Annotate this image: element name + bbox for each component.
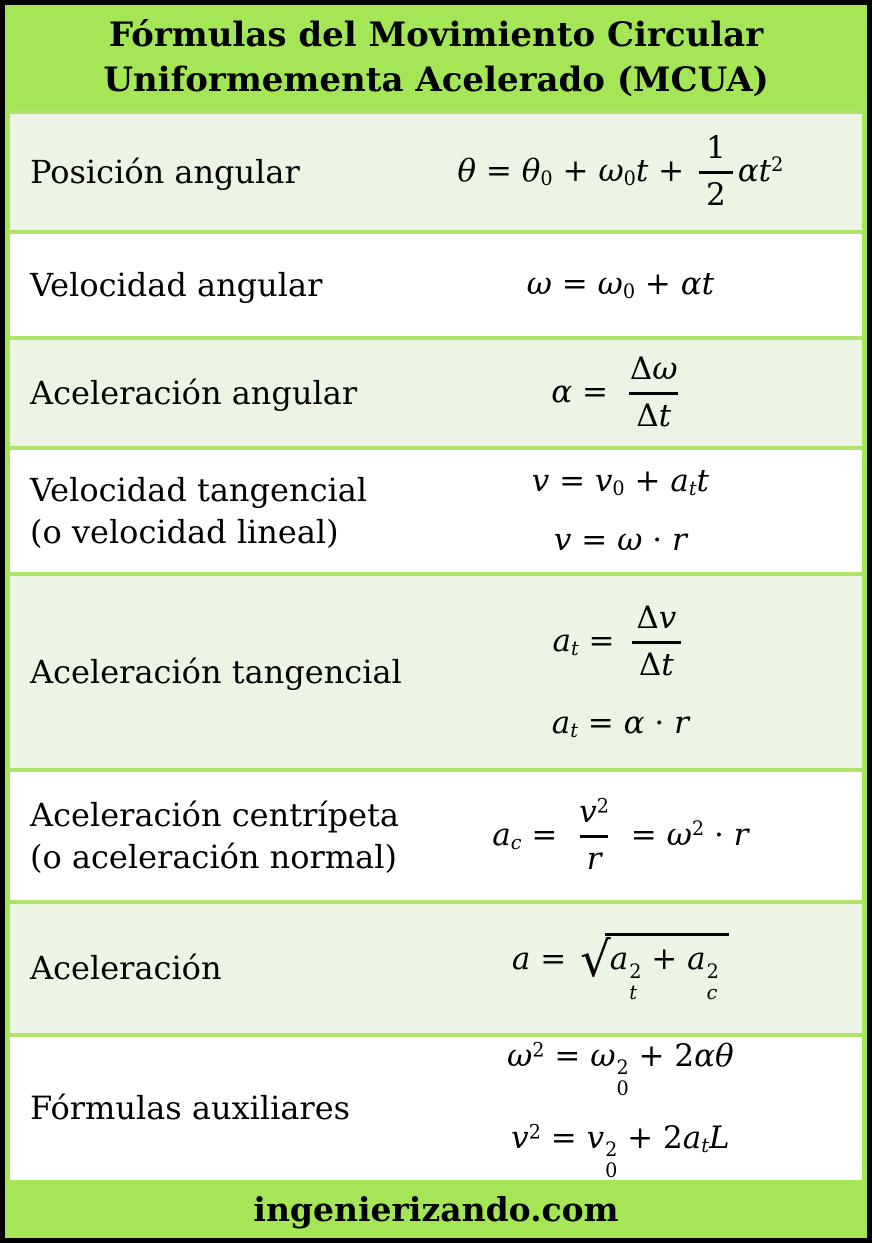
table-row <box>10 110 862 230</box>
math-text: r <box>586 840 602 877</box>
math-text: 2 <box>705 176 726 213</box>
math-text: ω <box>617 522 643 559</box>
row-label: Aceleración angular <box>30 373 358 412</box>
title-line-1: Fórmulas del Movimiento Circular <box>108 14 764 55</box>
math-text: θ <box>521 152 541 189</box>
math-text: r <box>671 522 687 559</box>
math-text: t <box>658 397 672 434</box>
math-text: v <box>579 793 597 830</box>
table-row <box>10 446 862 572</box>
row-label: Aceleración <box>30 949 222 988</box>
table-row <box>10 900 862 1033</box>
math-text: Δ <box>629 350 653 387</box>
math-text: a <box>609 941 629 977</box>
math-text: v <box>594 463 613 500</box>
row-formulas <box>413 794 862 879</box>
formula-line <box>492 794 748 879</box>
row-formulas <box>413 600 862 744</box>
math-text: = <box>578 622 625 659</box>
radicand <box>605 933 729 1004</box>
row-formulas <box>413 1036 862 1180</box>
row-label-group <box>30 264 413 306</box>
title-line-2: Uniformementa Acelerado (MCUA) <box>103 59 769 100</box>
math-text: = <box>577 704 624 741</box>
row-label: Aceleración tangencial <box>30 652 402 691</box>
fraction-denominator <box>580 835 609 879</box>
math-text: a <box>682 1119 702 1156</box>
formula-line <box>552 703 689 744</box>
math-text: Δ <box>638 646 662 683</box>
formula-line <box>552 600 688 685</box>
math-sub: c <box>510 830 522 854</box>
math-sup: 2 <box>532 1037 545 1061</box>
math-fraction <box>623 351 685 436</box>
formula-line <box>532 461 709 502</box>
math-text: = <box>549 463 595 500</box>
math-text: α <box>551 373 573 410</box>
math-sub: t <box>629 980 637 1004</box>
math-text: + <box>552 152 599 189</box>
math-fraction <box>572 794 616 879</box>
row-label: Velocidad angular <box>30 265 323 304</box>
math-square-root <box>580 933 729 1004</box>
math-text: a <box>551 704 571 741</box>
math-text: αt <box>680 266 715 303</box>
math-supsub <box>629 959 642 1004</box>
math-text: = <box>571 522 618 559</box>
math-sub: c <box>706 980 718 1004</box>
table-row <box>10 572 862 768</box>
math-text: Δ <box>636 397 659 434</box>
row-label: Aceleración centrípeta <box>30 795 399 834</box>
math-text: a <box>492 816 511 853</box>
math-text: r <box>674 704 689 741</box>
math-sub: 0 <box>605 1159 618 1180</box>
fraction-numerator <box>623 351 685 392</box>
formula-line <box>554 520 687 560</box>
math-text: α <box>623 704 645 741</box>
math-sup: 2 <box>706 959 719 983</box>
math-text: = <box>540 1119 587 1156</box>
math-text: t <box>635 152 649 189</box>
math-sub: 0 <box>623 166 636 190</box>
row-label-group <box>30 1087 413 1129</box>
table-row <box>10 1033 862 1180</box>
math-text: = <box>530 941 577 977</box>
math-text: ω <box>526 266 552 303</box>
math-text: v <box>511 1119 529 1156</box>
math-text: = <box>544 1037 591 1074</box>
math-text: = <box>620 816 667 853</box>
math-text: + <box>624 463 671 500</box>
math-text: = <box>572 373 618 410</box>
math-sub: t <box>570 637 579 661</box>
row-formulas <box>413 130 862 215</box>
row-formulas <box>413 461 862 561</box>
math-text: αt <box>737 152 772 189</box>
math-sub: t <box>701 1133 709 1157</box>
math-text: v <box>553 522 572 559</box>
row-sublabel: (o velocidad lineal) <box>30 513 339 551</box>
math-text: v <box>531 463 550 500</box>
math-text: = <box>551 266 598 303</box>
formula-line <box>507 1036 734 1100</box>
site-name: ingenierizando.com <box>253 1189 619 1229</box>
math-supsub <box>706 959 719 1004</box>
math-text: ω <box>666 816 692 853</box>
math-text: + <box>617 1119 664 1156</box>
math-text: v <box>658 600 677 637</box>
math-text: 2 <box>663 1119 683 1156</box>
formula-line <box>551 351 689 436</box>
formula-line <box>511 1118 729 1181</box>
math-text: · <box>644 704 675 741</box>
row-formulas <box>413 933 862 1004</box>
row-label-group <box>30 947 413 989</box>
math-text: L <box>708 1119 730 1156</box>
row-label-group <box>30 651 413 693</box>
math-text: ω <box>590 1037 616 1074</box>
formula-line <box>457 130 783 215</box>
math-sub: 0 <box>622 280 636 304</box>
math-text: ω <box>652 350 678 387</box>
math-text: · <box>704 816 734 853</box>
math-text: + <box>641 941 688 977</box>
math-sub: t <box>570 718 578 742</box>
math-text: a <box>670 463 689 500</box>
fraction-denominator <box>632 641 681 685</box>
math-text: a <box>552 622 571 659</box>
math-supsub <box>605 1140 617 1180</box>
math-sub: 0 <box>540 166 553 190</box>
math-text: t <box>661 646 674 683</box>
row-label-group <box>30 469 413 553</box>
math-text: · <box>642 522 672 559</box>
math-sub: t <box>688 477 697 501</box>
table-row <box>10 768 862 900</box>
math-text: Δ <box>636 600 659 637</box>
fraction-numerator <box>629 600 683 641</box>
math-text: = <box>476 152 522 189</box>
math-sup: 2 <box>691 816 705 840</box>
math-text: 1 <box>705 129 726 166</box>
row-formulas <box>413 351 862 436</box>
math-text: αθ <box>694 1037 734 1074</box>
math-text: r <box>733 816 749 853</box>
math-sup: 2 <box>528 1119 541 1143</box>
row-label-group <box>30 372 413 414</box>
row-label: Posición angular <box>30 152 300 191</box>
math-sup: 2 <box>771 152 784 176</box>
fraction-denominator <box>629 392 678 436</box>
math-text: = <box>521 816 568 853</box>
math-text: ω <box>597 266 623 303</box>
formula-rows <box>5 110 867 1180</box>
math-supsub <box>616 1058 628 1099</box>
table-row <box>10 230 862 336</box>
radical-sign: √ <box>580 931 611 988</box>
math-sup: 2 <box>629 959 642 983</box>
math-text: θ <box>457 152 477 189</box>
fraction-denominator <box>699 171 733 215</box>
math-sup: 2 <box>596 794 609 818</box>
row-formulas <box>413 264 862 305</box>
math-fraction <box>629 600 683 685</box>
fraction-numerator <box>572 794 616 835</box>
formula-line <box>512 933 729 1004</box>
formula-line <box>527 264 715 305</box>
table-header <box>5 5 867 110</box>
table-row <box>10 336 862 446</box>
math-text: a <box>687 941 706 977</box>
math-text: ω <box>507 1037 533 1074</box>
fraction-numerator <box>699 130 733 171</box>
math-sup: 2 <box>605 1138 618 1162</box>
math-sub: 0 <box>616 1077 629 1101</box>
table-footer <box>5 1180 867 1238</box>
math-sub: 0 <box>612 477 625 501</box>
math-text: + <box>635 266 681 303</box>
math-fraction <box>699 130 733 215</box>
row-label: Velocidad tangencial <box>30 470 368 509</box>
math-text: t <box>696 463 709 500</box>
math-text: + <box>628 1037 675 1074</box>
row-label-group <box>30 151 413 193</box>
math-text: v <box>586 1119 605 1156</box>
math-text: a <box>511 941 531 977</box>
math-text: ω <box>598 152 624 189</box>
math-text: 2 <box>674 1037 695 1074</box>
math-sup: 2 <box>616 1056 629 1080</box>
math-text: + <box>648 152 694 189</box>
row-label: Fórmulas auxiliares <box>30 1089 351 1128</box>
row-label-group <box>30 794 413 878</box>
row-sublabel: (o aceleración normal) <box>30 838 397 876</box>
